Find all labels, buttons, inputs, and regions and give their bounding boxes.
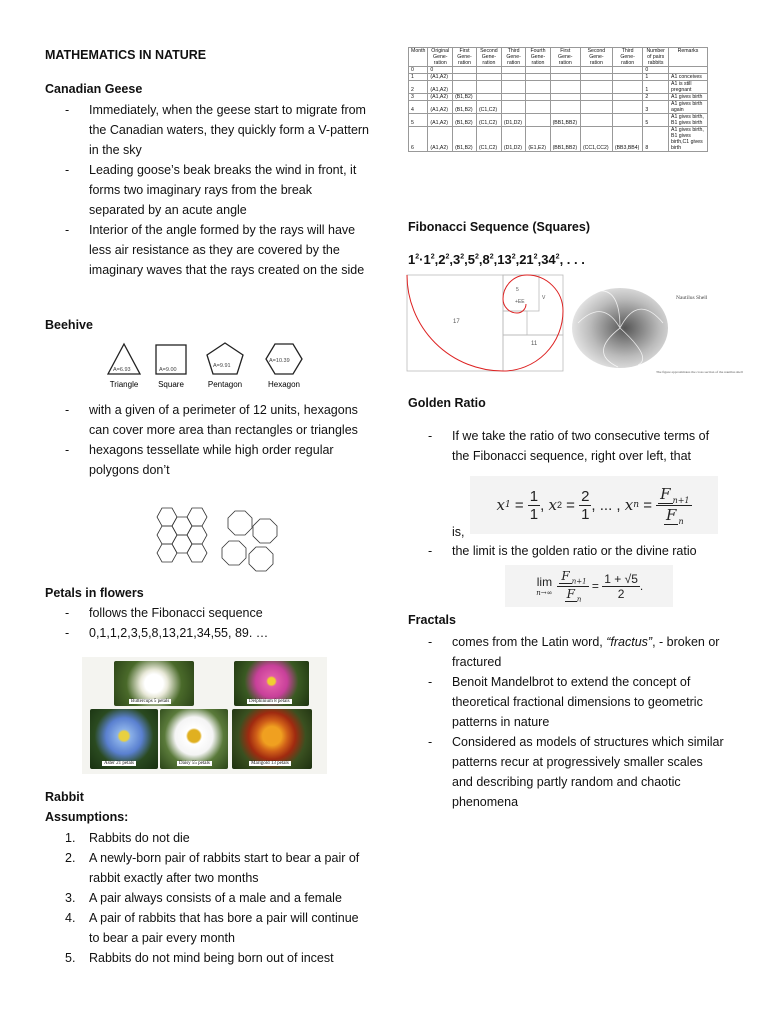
table-cell <box>580 94 612 101</box>
table-row <box>409 67 708 74</box>
table-cell: 6 <box>409 127 428 152</box>
table-cell <box>476 67 501 74</box>
table-header-cell: Remarks <box>669 48 708 67</box>
table-cell <box>550 101 580 114</box>
rabbit-generation-table <box>408 47 708 152</box>
geese-list <box>45 100 370 280</box>
table-cell: (BB3,BB4) <box>612 127 642 152</box>
table-cell <box>526 74 550 81</box>
octagon-tessellation <box>222 511 277 571</box>
rabbit-subheading: Assumptions: <box>45 810 129 824</box>
table-cell: 2 <box>409 81 428 94</box>
table-cell: A1 gives birth, B1 gives birth,C1 gives birth <box>669 127 708 152</box>
table-cell <box>501 94 526 101</box>
fractals-heading: Fractals <box>408 613 456 627</box>
table-cell <box>526 114 550 127</box>
rabbit-table-wrap <box>408 47 708 199</box>
table-cell <box>550 94 580 101</box>
table-cell: (A1,A2) <box>428 74 453 81</box>
table-cell: 1 <box>643 81 669 94</box>
table-header-cell: Original Gene-ration <box>428 48 453 67</box>
table-cell: (A1,A2) <box>428 81 453 94</box>
table-cell: A1 gives birth <box>669 94 708 101</box>
table-cell: (CC1,CC2) <box>580 127 612 152</box>
table-cell: 1 <box>643 74 669 81</box>
table-cell: (D1,D2) <box>501 127 526 152</box>
triangle-label: Triangle <box>109 380 139 389</box>
table-header-cell: Second Gene-ration <box>476 48 501 67</box>
list-item: - hexagons tessellate while high order regular polygons don’t <box>65 443 334 477</box>
table-cell <box>580 74 612 81</box>
rabbit-assumptions <box>45 828 370 968</box>
hexagon-tessellation <box>157 508 207 562</box>
table-row <box>409 81 708 94</box>
table-cell <box>580 101 612 114</box>
table-cell <box>550 81 580 94</box>
table-cell: (A1,A2) <box>428 94 453 101</box>
list-item: - 0,1,1,2,3,5,8,13,21,34,55, 89. … <box>65 626 269 640</box>
table-cell: A1 gives birth, B1 gives birth <box>669 114 708 127</box>
table-cell <box>476 74 501 81</box>
delphinium-caption: Delphinium 8 petals <box>249 699 290 704</box>
svg-text:17: 17 <box>453 319 460 325</box>
table-cell: 0 <box>409 67 428 74</box>
triangle-area: A=6.93 <box>113 367 131 373</box>
table-cell <box>612 101 642 114</box>
square-label: Square <box>158 380 184 389</box>
table-cell <box>501 67 526 74</box>
svg-text:11: 11 <box>531 341 538 347</box>
table-row <box>409 94 708 101</box>
nautilus-caption: The figure approximates the cross section of the nautilus shell <box>656 370 743 374</box>
table-cell <box>501 101 526 114</box>
page-title: MATHEMATICS IN NATURE <box>45 48 207 62</box>
table-cell <box>476 94 501 101</box>
polygon-comparison-figure <box>100 338 325 394</box>
flower-collage <box>82 657 327 774</box>
list-item: 2. A newly-born pair of rabbits start to bear a pair of rabbit exactly after two months <box>65 851 360 885</box>
pentagon-label: Pentagon <box>207 380 243 389</box>
table-cell: 1 <box>409 74 428 81</box>
table-header-cell: Third Gene-ration <box>501 48 526 67</box>
daisy-caption: Daisy 55 petals <box>179 761 210 766</box>
table-cell <box>526 101 550 114</box>
aster-caption: Aster 21 petals <box>104 761 134 766</box>
table-cell <box>550 67 580 74</box>
ratio-sequence-formula: x 1 = $\frac{1}{1}$ , x 2 = $\frac{2}{1}$ , ... , x n = $\frac{F _{n+1}}{F _n}$ <box>470 476 718 534</box>
table-cell: A1 is still pregnant <box>669 81 708 94</box>
table-cell: A1 gives birth again <box>669 101 708 114</box>
aster-photo <box>90 709 158 769</box>
table-cell: (B1,B2) <box>453 94 477 101</box>
svg-text:5: 5 <box>516 287 519 293</box>
list-item: - If we take the ratio of two consecutive terms of the Fibonacci sequence, right over left, that <box>428 429 710 463</box>
pentagon-area: A=9.91 <box>213 363 231 369</box>
table-header-cell: Second Gene-ration <box>580 48 612 67</box>
fractals-list <box>408 632 726 812</box>
table-header-cell: First Gene-ration <box>550 48 580 67</box>
table-cell <box>501 81 526 94</box>
table-cell <box>501 74 526 81</box>
table-cell: (BB1,BB2) <box>550 114 580 127</box>
beehive-heading: Beehive <box>45 318 93 332</box>
table-cell: 4 <box>409 101 428 114</box>
golden-spiral <box>407 275 563 371</box>
fibonacci-squares-sequence: $1^2\cdot 1^2,2^2,3^2,5^2,8^2,13^2,21^2,34^2$, . . . <box>408 252 585 267</box>
table-cell <box>453 67 477 74</box>
table-cell <box>612 114 642 127</box>
table-cell: (C1,C2) <box>476 114 501 127</box>
petals-heading: Petals in flowers <box>45 586 144 600</box>
list-item: - Immediately, when the geese start to migrate from the Canadian waters, they quickly form a V-pattern in the sky <box>65 103 370 157</box>
table-cell: 3 <box>409 94 428 101</box>
table-cell: (BB1,BB2) <box>550 127 580 152</box>
table-cell: (C1,C2) <box>476 101 501 114</box>
svg-text:+EE: +EE <box>515 299 525 305</box>
table-cell <box>476 81 501 94</box>
table-cell <box>580 67 612 74</box>
table-cell: (C1,C2) <box>476 127 501 152</box>
table-cell <box>453 81 477 94</box>
tessellation-figure <box>145 505 300 570</box>
table-cell <box>580 81 612 94</box>
rabbit-heading: Rabbit <box>45 790 84 804</box>
list-item: - Benoit Mandelbrot to extend the concept of theoretical fractional dimensions to geometric patterns in nature <box>428 675 703 729</box>
table-cell <box>550 74 580 81</box>
golden-b1-end: is, <box>452 525 465 539</box>
list-item: - follows the Fibonacci sequence <box>65 606 263 620</box>
list-item: - with a given of a perimeter of 12 units, hexagons can cover more area than rectangles or triangles <box>65 403 358 437</box>
table-cell: 5 <box>409 114 428 127</box>
fibonacci-heading: Fibonacci Sequence (Squares) <box>408 220 590 234</box>
table-header-cell: First Gene-ration <box>453 48 477 67</box>
table-row <box>409 74 708 81</box>
table-row <box>409 127 708 152</box>
petals-list <box>45 603 370 643</box>
list-item: 3. A pair always consists of a male and a female <box>65 891 342 905</box>
hexagon-label: Hexagon <box>267 380 301 389</box>
table-row <box>409 114 708 127</box>
golden-ratio-list <box>408 426 726 466</box>
table-header-cell: Month <box>409 48 428 67</box>
fibonacci-spiral-figure <box>405 273 565 373</box>
golden-ratio-list-2 <box>408 541 726 561</box>
table-cell: (E1,E2) <box>526 127 550 152</box>
pentagon-shape <box>207 343 243 374</box>
hexagon-area: A=10.39 <box>269 358 290 364</box>
nautilus-title: Nautilus Shell <box>676 295 708 301</box>
table-cell: 5 <box>643 114 669 127</box>
marigold-caption: Marigold 13 petals <box>251 761 289 766</box>
beehive-list <box>45 400 370 480</box>
marigold-photo <box>232 709 312 769</box>
list-item: 4. A pair of rabbits that has bore a pair will continue to bear a pair every month <box>65 911 359 945</box>
table-header-cell: Third Gene-ration <box>612 48 642 67</box>
table-cell <box>612 94 642 101</box>
svg-text:V: V <box>542 295 546 301</box>
table-cell: 0 <box>643 67 669 74</box>
table-cell: (A1,A2) <box>428 101 453 114</box>
table-cell: 0 <box>428 67 453 74</box>
list-item: - comes from the Latin word, “fractus”, - broken or fractured <box>428 635 720 669</box>
table-header-cell: Fourth Gene-ration <box>526 48 550 67</box>
list-item: - Considered as models of structures which similar patterns recur at progressively smaller scales and describing partly random and chaotic phenomena <box>428 735 724 809</box>
table-cell: (A1,A2) <box>428 127 453 152</box>
table-cell <box>612 81 642 94</box>
table-cell: (B1,B2) <box>453 127 477 152</box>
table-cell <box>526 67 550 74</box>
golden-limit-formula: lim n→∞ $\frac{F _{n+1}}{F _n}$ = $\frac{1 + √5}{2}$ . <box>505 565 673 607</box>
table-cell: (B1,B2) <box>453 114 477 127</box>
list-item: - the limit is the golden ratio or the divine ratio <box>428 544 697 558</box>
table-header-cell: Number of pairs rabbits <box>643 48 669 67</box>
table-cell <box>453 74 477 81</box>
square-area: A=9.00 <box>159 367 177 373</box>
table-cell: 3 <box>643 101 669 114</box>
table-cell: (A1,A2) <box>428 114 453 127</box>
table-row <box>409 101 708 114</box>
table-cell: (B1,B2) <box>453 101 477 114</box>
table-cell <box>612 74 642 81</box>
nautilus-shell-figure <box>568 283 743 378</box>
table-cell <box>526 81 550 94</box>
table-cell <box>580 114 612 127</box>
buttercup-caption: Buttercups 5 petals <box>131 699 170 704</box>
table-cell: 8 <box>643 127 669 152</box>
table-cell: 2 <box>643 94 669 101</box>
list-item: 1. Rabbits do not die <box>65 831 190 845</box>
table-cell: A1 conceives <box>669 74 708 81</box>
geese-heading: Canadian Geese <box>45 82 143 96</box>
list-item: - Interior of the angle formed by the rays will have less air resistance as they are covered by the imaginary waves that the rays created on the side <box>65 223 365 277</box>
daisy-photo <box>160 709 228 769</box>
table-cell <box>669 67 708 74</box>
table-cell <box>526 94 550 101</box>
table-cell: (D1,D2) <box>501 114 526 127</box>
golden-ratio-heading: Golden Ratio <box>408 396 486 410</box>
table-cell <box>612 67 642 74</box>
list-item: - Leading goose’s beak breaks the wind in front, it forms two imaginary rays from the break separated by an acute angle <box>65 163 357 217</box>
list-item: 5. Rabbits do not mind being born out of incest <box>65 951 334 965</box>
